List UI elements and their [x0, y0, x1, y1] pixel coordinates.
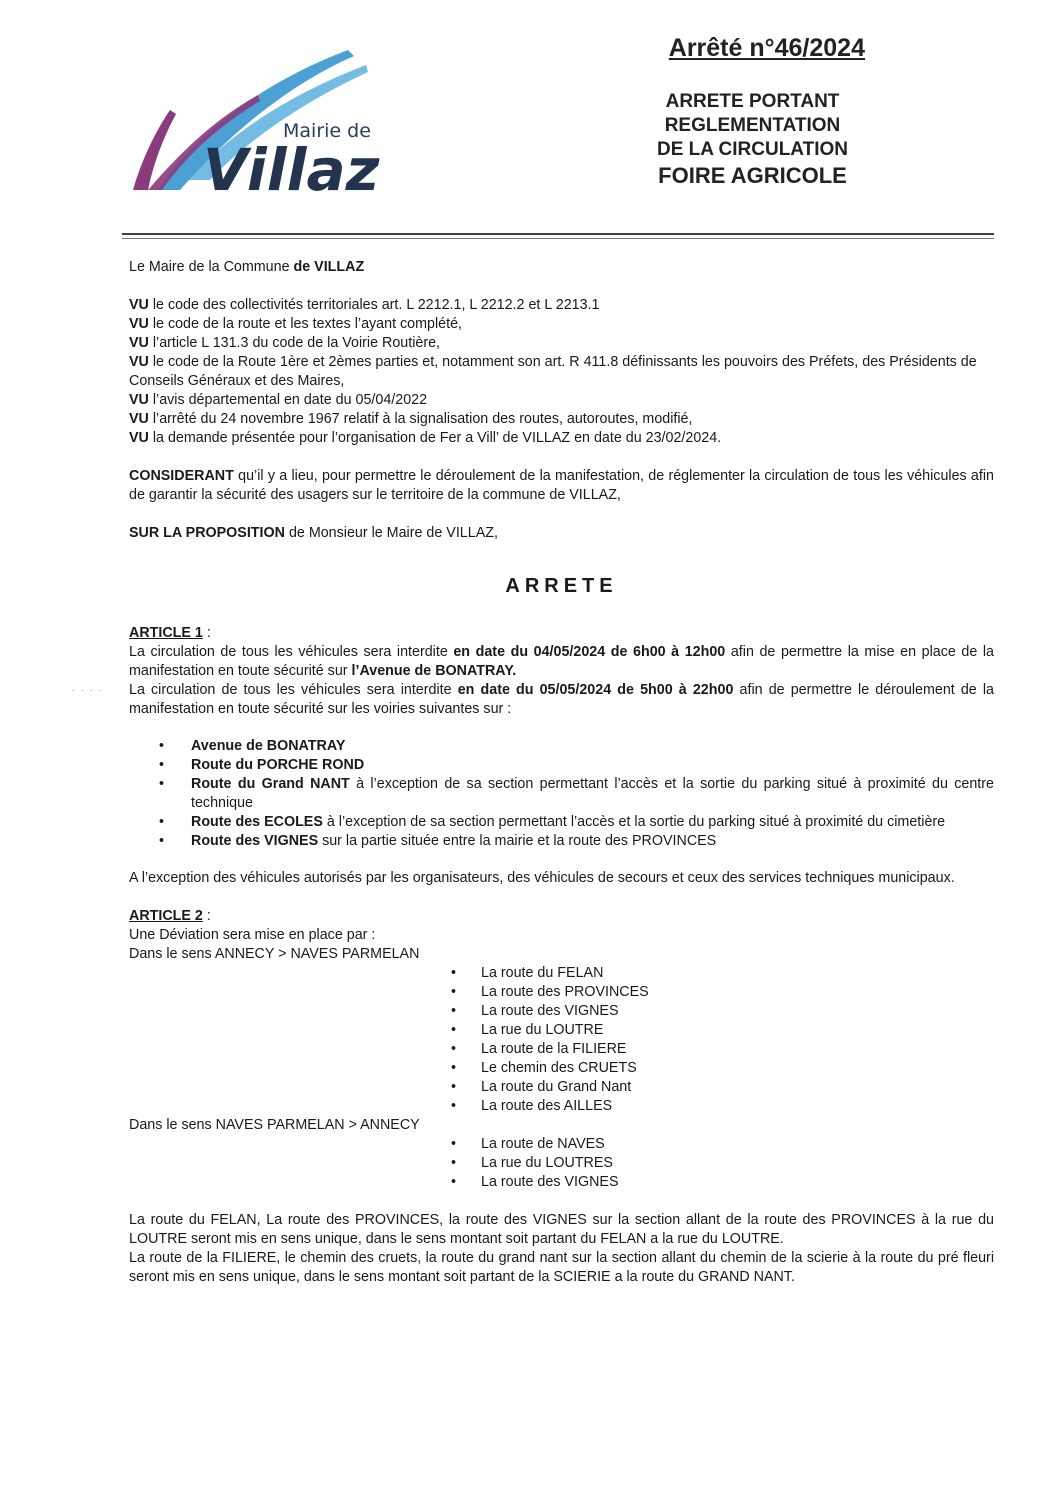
oneway-paragraph-2: La route de la FILIERE, le chemin des cruets, la route du grand nant sur la section allant du chemin de la scierie à la route du pré fleuri seront mis en sens unique, dans le sens montant soit partant de la SCIERIE a la route du GRAND NANT. [129, 1250, 994, 1285]
direction-2-label: Dans le sens NAVES PARMELAN > ANNECY [129, 1117, 420, 1133]
considerant-paragraph: CONSIDERANT qu’il y a lieu, pour permettre le déroulement de la manifestation, de réglementer la circulation de tous les véhicules afin de garantir la sécurité des usagers sur le territoire de la commune de VILLAZ, [129, 468, 994, 503]
vu-item: VU l’arrêté du 24 novembre 1967 relatif à la signalisation des routes, autoroutes, modifié, [129, 411, 693, 427]
list-item: • Route du Grand NANT à l’exception de sa section permettant l’accès et la sortie du parking situé à proximité du centre technique [159, 775, 994, 813]
proposition-paragraph: SUR LA PROPOSITION de Monsieur le Maire de VILLAZ, [129, 525, 498, 541]
list-item: • La route des VIGNES [451, 1173, 994, 1192]
list-item: • Avenue de BONATRAY [159, 737, 994, 756]
title-line-1: ARRETE PORTANT [665, 91, 840, 112]
header-divider [122, 233, 994, 235]
oneway-paragraph-1: La route du FELAN, La route des PROVINCES, la route des VIGNES sur la section allant de la route des PROVINCES à la rue du LOUTRE seront mis en sens unique, dans le sens montant soit partant du FELAN a la rue du LOUTRE. [129, 1212, 994, 1247]
list-item: • La route des PROVINCES [451, 983, 994, 1002]
mairie-logo [118, 40, 398, 210]
vu-item: VU le code de la route et les textes l’ayant complété, [129, 316, 462, 332]
list-item: • Route des VIGNES sur la partie située entre la mairie et la route des PROVINCES [159, 832, 994, 851]
list-item: • La rue du LOUTRE [451, 1021, 994, 1040]
title-line-3: DE LA CIRCULATION [656, 139, 849, 160]
closed-roads-list [129, 737, 994, 851]
list-item: • La route de la FILIERE [451, 1040, 994, 1059]
list-item: • La route de NAVES [451, 1135, 994, 1154]
list-item: • La route du FELAN [451, 964, 994, 983]
list-item: • La route du Grand Nant [451, 1078, 994, 1097]
list-item: • La route des AILLES [451, 1097, 994, 1116]
article-2-heading: ARTICLE 2 : [129, 908, 211, 924]
logo-big-text: Villaz [203, 136, 380, 204]
title-line-4: FOIRE AGRICOLE [658, 163, 847, 188]
direction-1-label: Dans le sens ANNECY > NAVES PARMELAN [129, 946, 420, 962]
vu-item: VU le code de la Route 1ère et 2èmes parties et, notamment son art. R 411.8 définissants les pouvoirs des Préfets, des Présidents de Conseils Généraux et des Maires, [129, 354, 977, 389]
document-body [129, 258, 994, 1287]
direction-2-routes [129, 1135, 994, 1192]
list-item: • Le chemin des CRUETS [451, 1059, 994, 1078]
vu-item: VU le code des collectivités territoriales art. L 2212.1, L 2212.2 et L 2213.1 [129, 297, 600, 313]
list-item: • La rue du LOUTRES [451, 1154, 994, 1173]
vu-item: VU l’article L 131.3 du code de la Voirie Routière, [129, 335, 441, 351]
document-title [620, 90, 885, 190]
article-1-paragraph-1: La circulation de tous les véhicules sera interdite en date du 04/05/2024 de 6h00 à 12h00 afin de permettre la mise en place de la manifestation en toute sécurité sur l’Avenue de BONATRAY. [129, 644, 995, 679]
article-2-intro: Une Déviation sera mise en place par : [129, 927, 376, 943]
article-1-paragraph-2: La circulation de tous les véhicules sera interdite en date du 05/05/2024 de 5h00 à 22h00 afin de permettre le déroulement de la manifestation en toute sécurité sur les voiries suivantes sur : [129, 682, 995, 717]
villaz-logo-icon [118, 40, 398, 210]
intro-line: Le Maire de la Commune de VILLAZ [129, 259, 365, 275]
list-item: • Route du PORCHE ROND [159, 756, 994, 775]
vu-item: VU la demande présentée pour l’organisation de Fer a Vill’ de VILLAZ en date du 23/02/2024. [129, 430, 722, 446]
direction-1-routes [129, 964, 994, 1116]
vu-list [129, 296, 994, 448]
vu-item: VU l’avis départemental en date du 05/04/2022 [129, 392, 428, 408]
article-1-heading: ARTICLE 1 : [129, 625, 211, 641]
title-line-2: REGLEMENTATION [664, 115, 841, 136]
article-1-exception: A l’exception des véhicules autorisés par les organisateurs, des véhicules de secours et ceux des services techniques municipaux. [129, 870, 955, 886]
logo-top-text: Mairie de [283, 120, 371, 142]
scan-marks: . . . . [72, 683, 104, 693]
list-item: • La route des VIGNES [451, 1002, 994, 1021]
arrete-number: Arrêté n°46/2024 [668, 34, 865, 62]
header-divider-thin [122, 238, 994, 239]
arrete-heading: ARRETE [505, 575, 618, 597]
list-item: • Route des ECOLES à l’exception de sa section permettant l’accès et la sortie du parking situé à proximité du cimetière [159, 813, 994, 832]
